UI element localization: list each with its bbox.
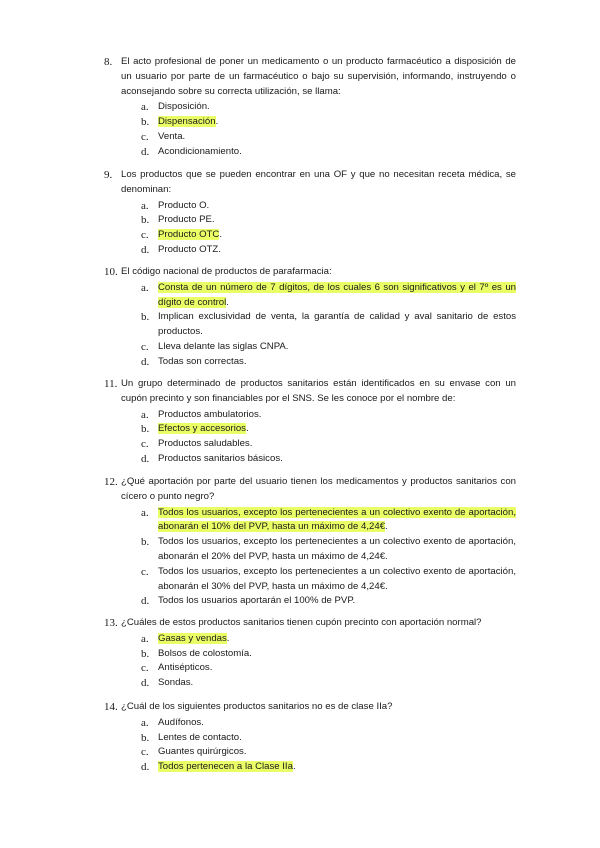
options-list [104, 281, 516, 370]
option-c: c. Venta. [141, 130, 186, 143]
option-a-correct: a. Gasas y vendas. [141, 632, 230, 645]
option-a: a. Producto O. [141, 199, 210, 212]
option-d: d. Productos sanitarios básicos. [141, 452, 283, 465]
option-d: d. Acondicionamiento. [141, 145, 242, 158]
question-12 [104, 475, 516, 609]
option-c: c. Productos saludables. [141, 438, 253, 451]
question-13 [104, 616, 516, 691]
question-text: 10. El código nacional de productos de parafarmacia: [104, 266, 332, 278]
answer-highlight: Producto OTC [158, 229, 220, 241]
options-list [104, 100, 516, 159]
option-b-correct: b. Efectos y accesorios. [141, 423, 249, 436]
question-number: 14. [104, 701, 118, 713]
question-text: 9. Los productos que se pueden encontrar en una OF y que no necesitan receta médica, se denominan: [104, 169, 516, 195]
option-b: b. Implican exclusividad de venta, la garantía de calidad y aval sanitario de estos productos. [141, 311, 516, 338]
option-b: b. Bolsos de colostomía. [141, 647, 252, 660]
option-d-correct: d. Todos pertenecen a la Clase IIa. [141, 761, 296, 774]
question-text: 11. Un grupo determinado de productos sanitarios están identificados en su envase con un cupón precinto y son financiables por el SNS. Se les conoce por el nombre de: [104, 378, 516, 404]
answer-highlight: Dispensación [158, 116, 216, 128]
question-number: 9. [104, 169, 113, 181]
option-c: c. Guantes quirúrgicos. [141, 746, 247, 759]
option-a-correct: a. Todos los usuarios, excepto los pertenecientes a un colectivo exento de aportación, abonarán el 10% del PVP, hasta un máximo de 4,24€. [141, 506, 516, 533]
question-9 [104, 168, 516, 258]
option-b: b. Producto PE. [141, 214, 215, 227]
option-d: d. Producto OTZ. [141, 243, 221, 256]
question-text: 13. ¿Cuáles de estos productos sanitarios tienen cupón precinto con aportación normal? [104, 617, 482, 629]
option-c: c. Lleva delante las siglas CNPA. [141, 340, 289, 353]
answer-highlight: Todos los usuarios, excepto los pertenecientes a un colectivo exento de aportación, abonarán el 10% del PVP, hasta un máximo de 4,24€ [158, 506, 516, 533]
question-text: 12. ¿Qué aportación por parte del usuario tienen los medicamentos y productos sanitarios con cícero o punto negro? [104, 476, 516, 502]
option-c: c. Antisépticos. [141, 662, 213, 675]
options-list [104, 506, 516, 610]
option-d: d. Todos los usuarios aportarán el 100% de PVP. [141, 595, 356, 608]
option-a: a. Audífonos. [141, 716, 204, 729]
question-14 [104, 700, 516, 775]
option-b-correct: b. Dispensación. [141, 116, 219, 129]
option-a: a. Disposición. [141, 101, 210, 114]
question-10 [104, 265, 516, 370]
question-number: 11. [104, 378, 118, 390]
options-list [104, 716, 516, 775]
option-a: a. Productos ambulatorios. [141, 408, 262, 421]
option-a-correct: a. Consta de un número de 7 dígitos, de los cuales 6 son significativos y el 7º es un dígito de control. [141, 281, 516, 308]
question-11 [104, 377, 516, 467]
option-c-correct: c. Producto OTC. [141, 229, 222, 242]
options-list [104, 408, 516, 467]
option-b: b. Lentes de contacto. [141, 731, 242, 744]
question-number: 13. [104, 617, 118, 629]
options-list [104, 199, 516, 258]
answer-highlight: Consta de un número de 7 dígitos, de los cuales 6 son significativos y el 7º es un dígito de control [158, 281, 516, 308]
option-d: d. Sondas. [141, 677, 194, 690]
options-list [104, 632, 516, 691]
question-number: 8. [104, 56, 113, 68]
answer-highlight: Todos pertenecen a la Clase IIa [158, 761, 293, 773]
answer-highlight: Gasas y vendas [158, 632, 227, 644]
option-b: b. Todos los usuarios, excepto los pertenecientes a un colectivo exento de aportación, abonarán el 20% del PVP, hasta un máximo de 4,24€. [141, 536, 516, 562]
option-c: c. Todos los usuarios, excepto los pertenecientes a un colectivo exento de aportación, abonarán el 30% del PVP, hasta un máximo de 4,24€. [141, 565, 516, 592]
question-number: 10. [104, 266, 118, 278]
answer-highlight: Efectos y accesorios [158, 423, 246, 435]
question-number: 12. [104, 476, 118, 488]
question-text: 8. El acto profesional de poner un medicamento o un producto farmacéutico a disposición de un usuario por parte de un farmacéutico o bajo su supervisión, informando, instruyendo o aconsejando sobre su correcta utilización, se llama: [104, 56, 516, 97]
question-text: 14. ¿Cuál de los siguientes productos sanitarios no es de clase IIa? [104, 701, 393, 713]
question-8 [104, 55, 516, 160]
option-d: d. Todas son correctas. [141, 355, 247, 368]
